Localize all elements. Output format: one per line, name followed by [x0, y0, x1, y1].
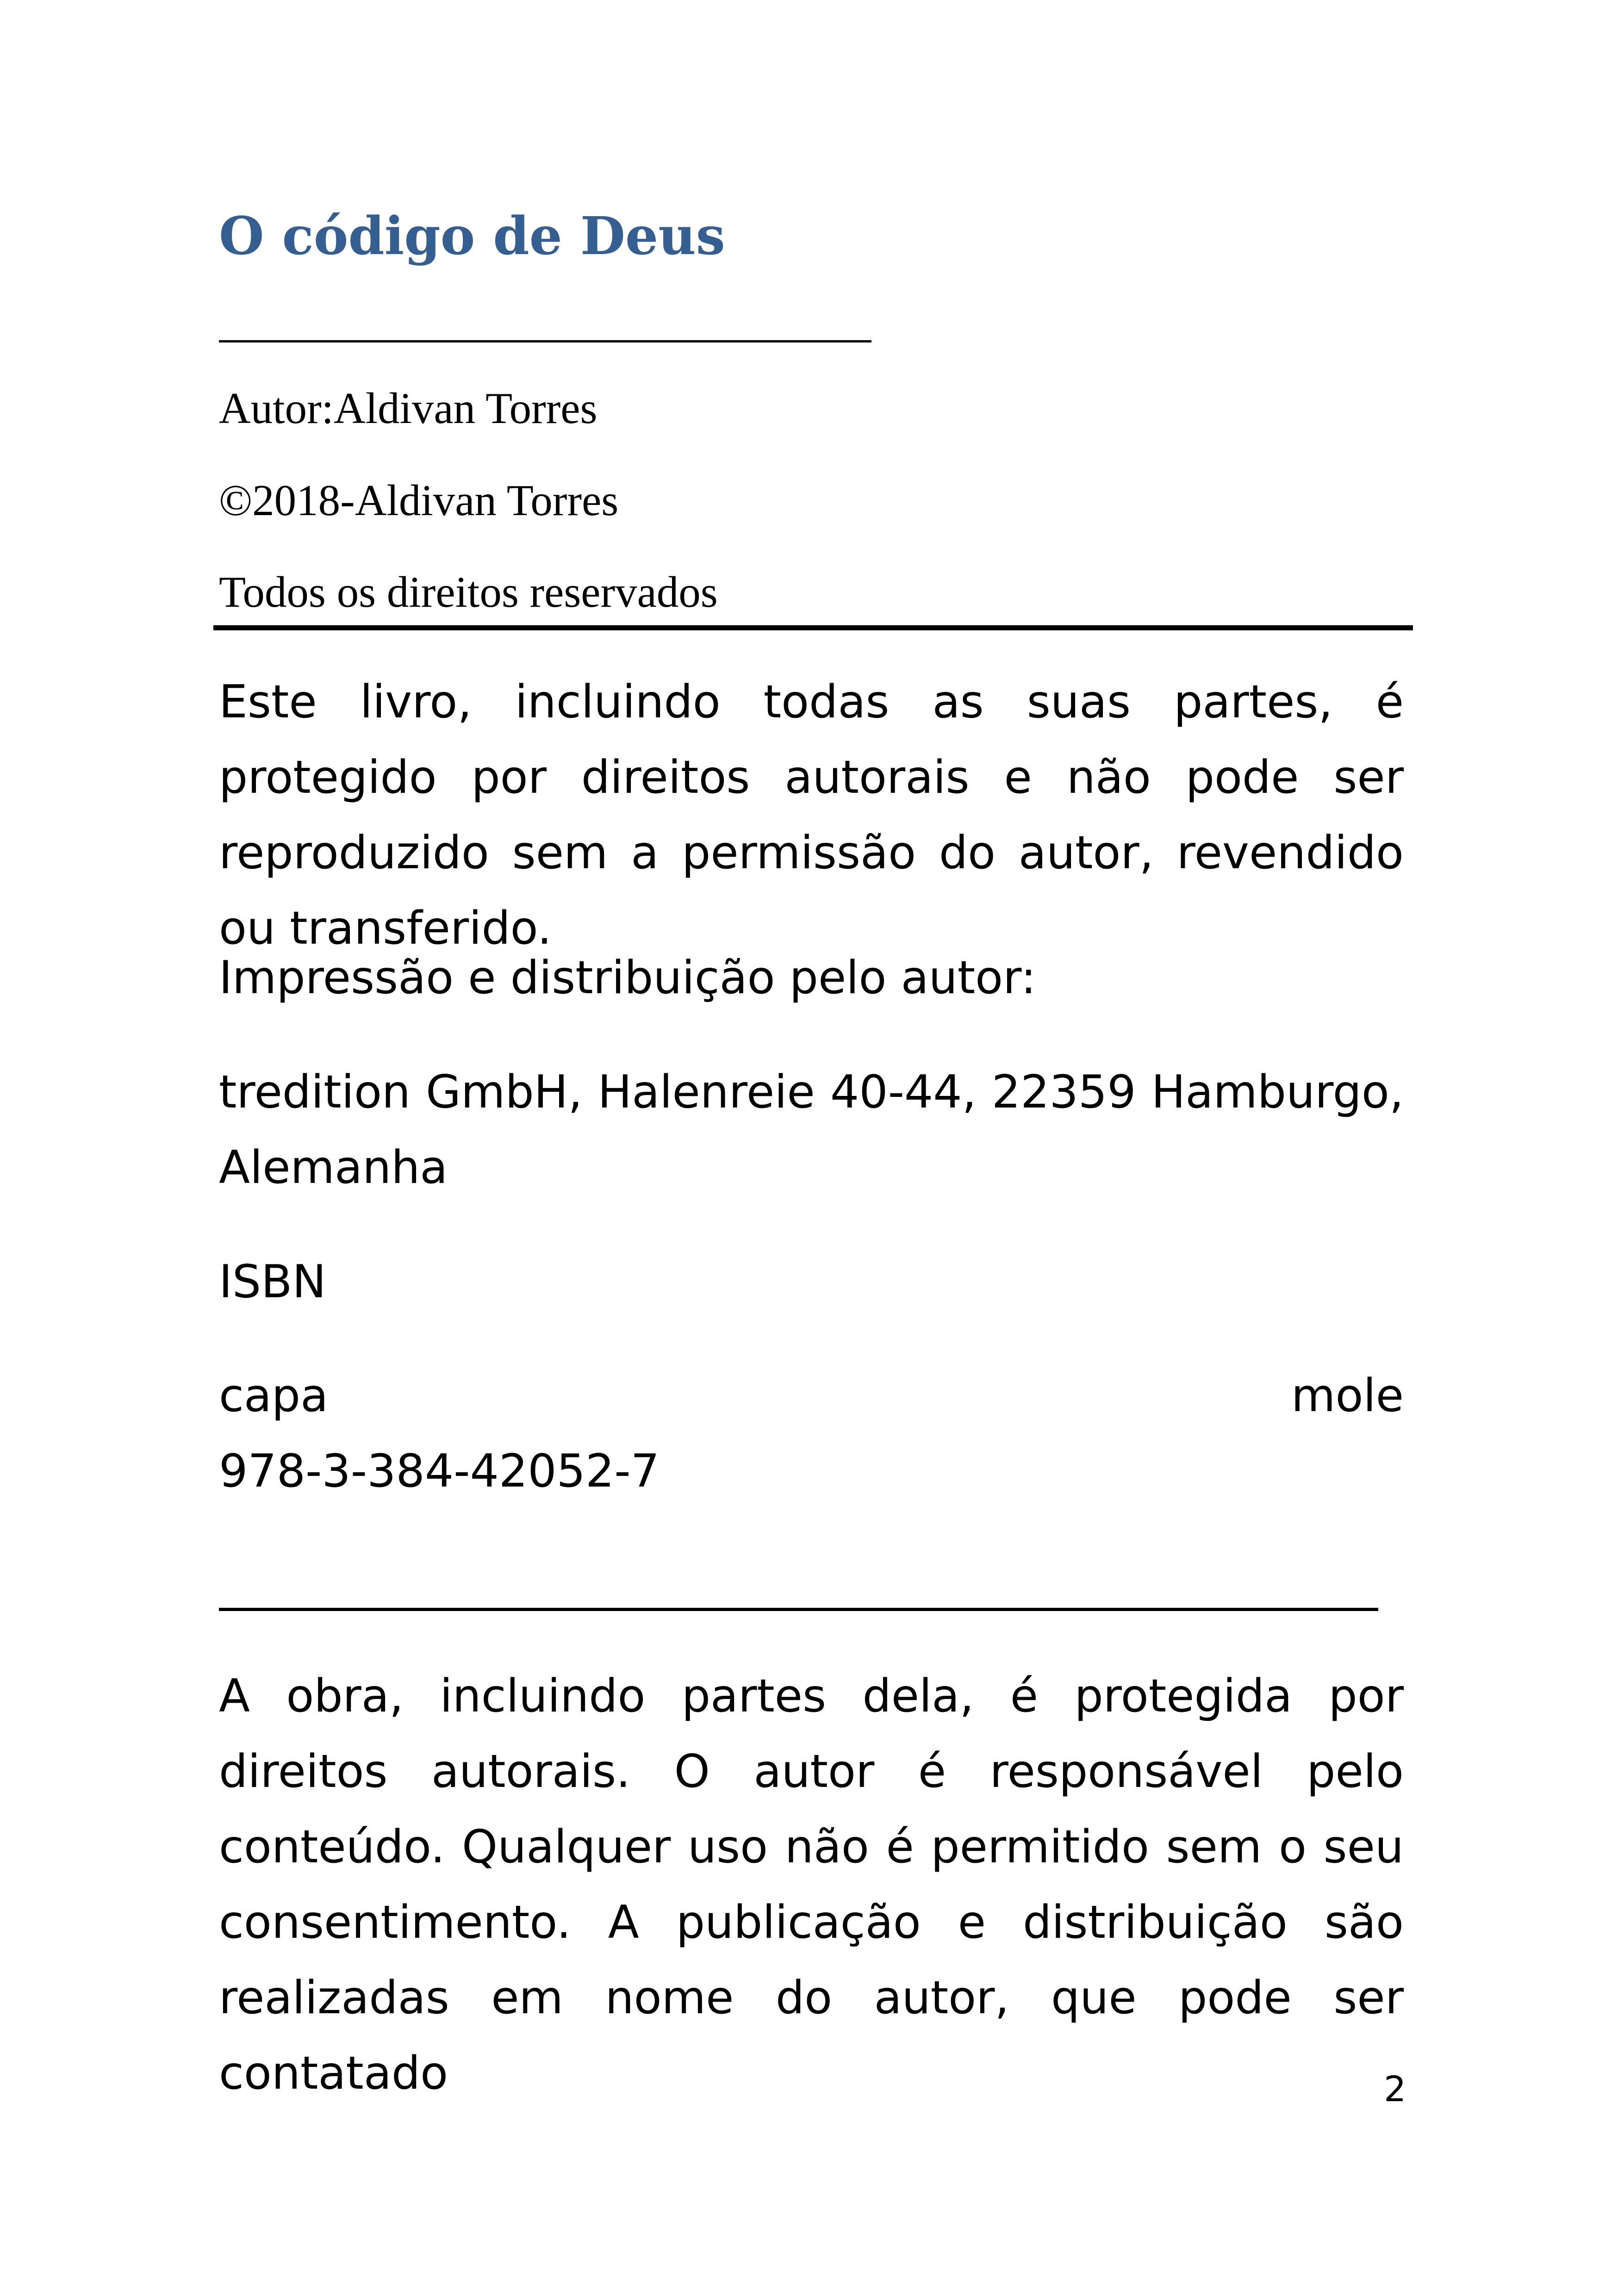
page-title: O código de Deus — [219, 206, 725, 267]
legal-paragraph: A obra, incluindo partes dela, é protegida por direitos autorais. O autor é responsável pelo conteúdo. Qualquer uso não é permitido sem o seu consentimento. A publicação e distribuição são realizadas em nome do autor, que pode ser contatado — [219, 1670, 1404, 2100]
protection-paragraph: Este livro, incluindo todas as suas partes, é protegido por direitos autorais e não pode ser reproduzido sem a permissão do autor, revendido ou transferido. — [219, 676, 1404, 955]
binding-word-2: mole — [1291, 1369, 1404, 1422]
header-divider — [213, 625, 1413, 630]
isbn-label: ISBN — [219, 1256, 326, 1308]
rights-line: Todos os direitos reservados — [219, 567, 718, 616]
author-line: Autor:Aldivan Torres — [219, 384, 597, 433]
title-underline — [219, 340, 871, 342]
copyright-line: ©2018-Aldivan Torres — [219, 476, 619, 525]
binding-line — [219, 1358, 1404, 1434]
page-number: 2 — [1384, 2068, 1406, 2109]
binding-word-1: capa — [219, 1369, 329, 1422]
isbn-number: 978-3-384-42052-7 — [219, 1445, 660, 1498]
publisher-address: tredition GmbH, Halenreie 40-44, 22359 Hamburgo, Alemanha — [219, 1066, 1404, 1194]
printing-paragraph: Impressão e distribuição pelo autor: — [219, 952, 1036, 1004]
section-divider — [219, 1608, 1378, 1611]
binding-block — [219, 1358, 1404, 1509]
